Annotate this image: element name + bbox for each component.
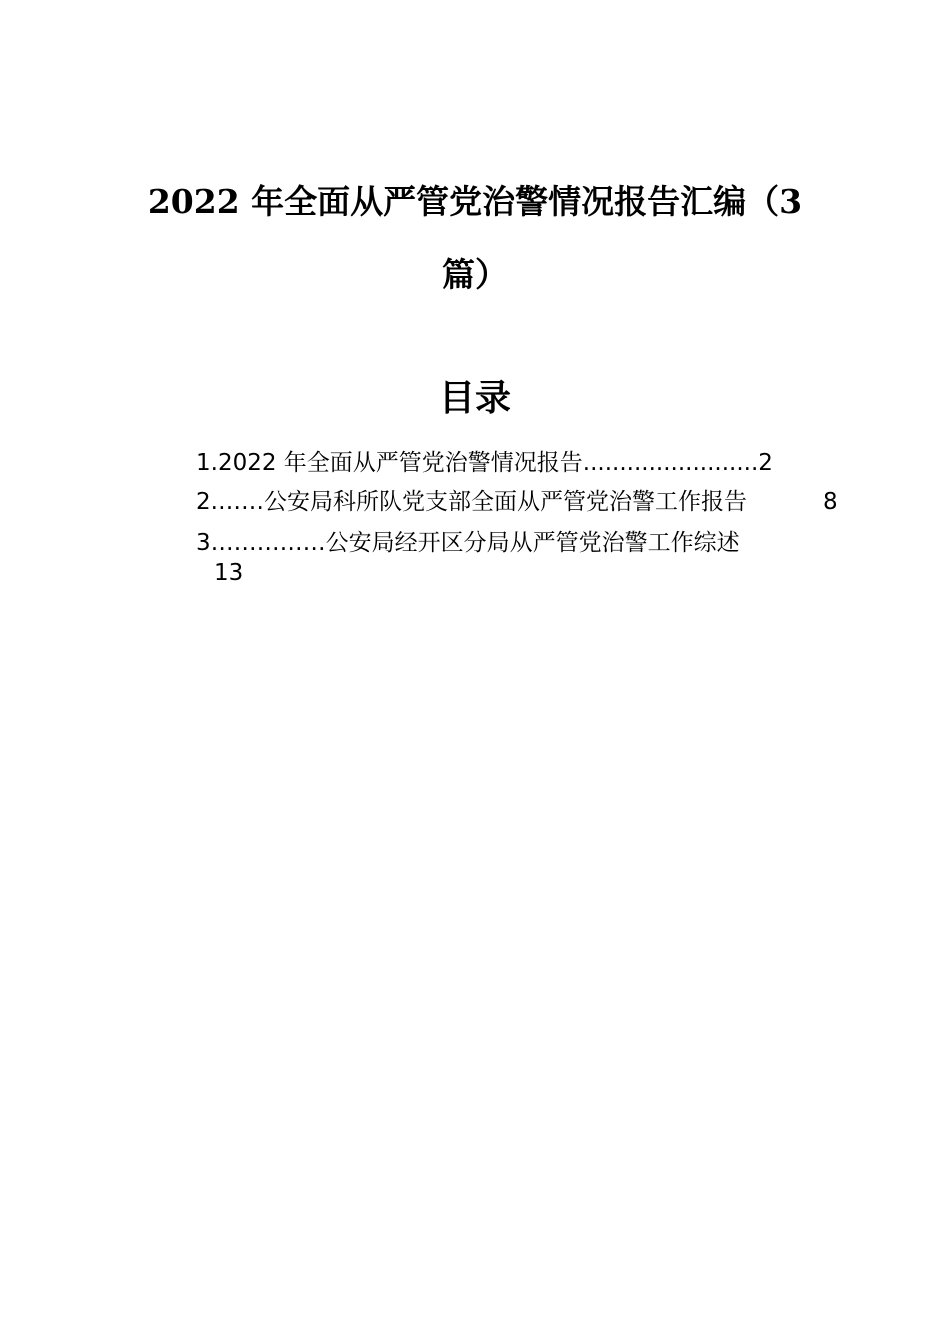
toc-entry-3[interactable] bbox=[196, 528, 740, 558]
toc-entry-3-page: 13 bbox=[214, 560, 244, 586]
toc-entry-1-page: 2 bbox=[758, 450, 773, 476]
document-title-line-1: 2022 年全面从严管党治警情况报告汇编（3 bbox=[147, 182, 803, 221]
toc-entry-1[interactable] bbox=[196, 448, 773, 478]
document-title-line-2: 篇） bbox=[442, 255, 508, 294]
toc-entry-1-leader: ........................ bbox=[582, 450, 759, 476]
toc-entry-2-text: 2.……公安局科所队党支部全面从严管党治警工作报告 bbox=[196, 489, 747, 515]
toc-entry-1-text: 1.2022 年全面从严管党治警情况报告 bbox=[196, 450, 583, 476]
toc-heading: 目录 bbox=[438, 377, 511, 419]
toc-entry-3-text: 3……………公安局经开区分局从严管党治警工作综述 bbox=[196, 530, 740, 556]
toc-entry-2-page: 8 bbox=[823, 489, 838, 515]
toc-entry-2[interactable] bbox=[196, 487, 747, 517]
